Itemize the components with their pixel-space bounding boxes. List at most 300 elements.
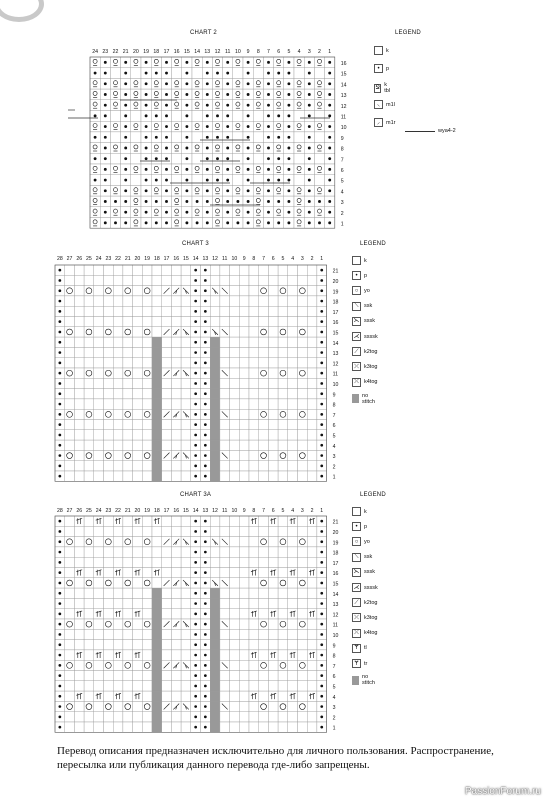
legend-item [352,613,377,622]
stitch-cell [113,557,123,567]
stitch-cell [123,547,133,557]
purl-icon [204,582,207,585]
column-number: 4 [291,256,295,262]
stitch-cell [133,537,143,547]
legend-label: yo [364,538,370,545]
k2tog-icon: ⟋ [352,347,361,356]
knit-tbl-icon: Ջ [375,85,380,91]
purl-icon [58,561,61,564]
stitch-cell [65,701,75,711]
no-stitch-cell [210,660,220,670]
row-number: 13 [332,602,339,609]
m1r-icon: ⸝ [374,118,383,127]
stitch-cell [113,701,123,711]
stitch-cell [74,629,84,639]
stitch-cell [298,547,308,557]
stitch-cell [123,681,133,691]
legend-label: p [364,272,368,279]
stitch-cell [288,701,298,711]
row-number: 6 [340,168,344,175]
stitch-cell [181,609,191,619]
purl-icon [204,612,207,615]
purl-icon [204,654,207,657]
ssk-icon: ⟍ [352,302,361,311]
stitch-cell [230,650,240,660]
column-number: 20 [134,508,141,514]
column-number: 12 [212,256,218,262]
column-number: 4 [297,49,301,55]
stitch-cell [307,568,317,578]
stitch-cell [171,722,181,732]
column-number: 15 [183,256,189,262]
stitch-cell [65,691,75,701]
stitch-cell [84,557,94,567]
ssssk-icon: ⋌ [353,584,360,591]
column-number: 28 [56,256,63,262]
stitch-cell [133,609,143,619]
stitch-cell [94,691,104,701]
no-stitch-cell [152,681,162,691]
purl-icon [194,520,197,523]
stitch-cell [249,619,259,629]
legend-item [352,553,372,562]
purl-icon [58,540,61,543]
legend-label: ssk [364,554,373,561]
stitch-cell [259,609,269,619]
stitch-cell [181,598,191,608]
stitch-cell [84,578,94,588]
row-number: 19 [332,540,339,547]
row-number: 4 [340,189,344,196]
stitch-cell [288,640,298,650]
stitch-cell [133,547,143,557]
stitch-cell [94,722,104,732]
stitch-cell [113,650,123,660]
stitch-cell [123,588,133,598]
purl-icon [58,571,61,574]
stitch-cell [220,557,230,567]
yarn-over-icon: ○ [352,537,361,546]
stitch-cell [65,578,75,588]
column-number: 1 [328,49,332,55]
stitch-cell [259,547,269,557]
stitch-cell [104,722,114,732]
column-number: 23 [105,256,112,262]
stitch-cell [259,619,269,629]
chart2-wrap-label: wya4-2 [438,128,456,134]
purl-icon [320,705,323,708]
stitch-cell [268,671,278,681]
purl-icon [58,623,61,626]
stitch-cell [307,722,317,732]
stitch-cell [288,660,298,670]
stitch-cell [123,722,133,732]
column-number: 19 [144,256,151,262]
row-number: 16 [332,571,339,578]
stitch-cell [230,701,240,711]
stitch-cell [142,681,152,691]
stitch-cell [162,526,172,536]
purl-icon [58,633,61,636]
stitch-cell [268,588,278,598]
stitch-cell [74,660,84,670]
stitch-cell [288,588,298,598]
stitch-cell [288,526,298,536]
stitch-cell [133,598,143,608]
no-stitch-cell [210,691,220,701]
stitch-cell [123,568,133,578]
stitch-cell [162,557,172,567]
stitch-cell [259,588,269,598]
no-stitch-cell [152,691,162,701]
legend-label: k2tog [364,599,378,606]
stitch-cell [288,557,298,567]
row-number: 14 [340,82,347,89]
stitch-cell [162,598,172,608]
stitch-cell [142,712,152,722]
row-number: 15 [332,581,339,588]
purl-icon [194,612,197,615]
row-number: 3 [332,454,336,461]
stitch-cell [162,516,172,526]
stitch-cell [220,609,230,619]
stitch-cell [74,691,84,701]
column-number: 20 [133,49,139,55]
stitch-cell [239,578,249,588]
stitch-cell [162,568,172,578]
column-number: 13 [202,256,209,262]
no-stitch-cell [152,640,162,650]
column-number: 1 [320,508,324,514]
column-number: 24 [95,256,102,262]
stitch-cell [84,671,94,681]
stitch-cell [113,588,123,598]
stitch-cell [210,547,220,557]
tl-icon: Ɏ [352,644,361,653]
stitch-cell [142,598,152,608]
stitch-cell [113,691,123,701]
no-stitch-cell [210,598,220,608]
stitch-cell [268,609,278,619]
stitch-cell [104,609,114,619]
legend-label: sssk [364,318,375,325]
column-number: 1 [320,256,324,262]
stitch-cell [230,526,240,536]
legend-label: p [364,523,368,530]
stitch-cell [152,547,162,557]
stitch-cell [298,619,308,629]
no-stitch-cell [152,712,162,722]
purl-icon [58,520,61,523]
stitch-cell [239,629,249,639]
stitch-cell [278,671,288,681]
stitch-cell [133,712,143,722]
column-number: 2 [310,256,314,262]
column-number: 18 [153,256,160,262]
legend-label: k2tog [364,348,378,355]
stitch-cell [288,650,298,660]
purl-icon: • [374,64,383,73]
stitch-cell [104,660,114,670]
stitch-cell [74,547,84,557]
legend-label: k [364,257,367,264]
stitch-cell [298,691,308,701]
purl-icon [58,612,61,615]
stitch-cell [104,557,114,567]
stitch-cell [162,609,172,619]
no-stitch-cell [152,588,162,598]
purl-icon [194,726,197,729]
purl-icon [320,571,323,574]
row-number: 10 [332,382,339,389]
column-number: 21 [124,508,131,514]
stitch-cell [249,722,259,732]
column-number: 13 [204,49,211,55]
stitch-cell [268,619,278,629]
row-number: 7 [340,157,344,164]
row-number: 4 [332,694,336,701]
purl-icon [58,530,61,533]
purl-icon [194,654,197,657]
legend-label: m1r [386,119,396,126]
stitch-cell [65,547,75,557]
stitch-cell [220,671,230,681]
stitch-cell [142,526,152,536]
purl-icon [58,582,61,585]
stitch-cell [298,722,308,732]
no-stitch-cell [210,681,220,691]
stitch-cell [123,526,133,536]
stitch-cell [230,537,240,547]
stitch-cell [239,722,249,732]
stitch-cell [123,557,133,567]
column-number: 23 [102,49,109,55]
stitch-cell [249,660,259,670]
chart2-legend-title: LEGEND [395,30,421,36]
stitch-cell [84,547,94,557]
stitch-cell [142,537,152,547]
column-number: 14 [192,508,199,514]
stitch-cell [268,691,278,701]
stitch-cell [123,598,133,608]
stitch-cell [162,671,172,681]
stitch-cell [259,557,269,567]
stitch-cell [249,712,259,722]
stitch-cell [268,640,278,650]
stitch-cell [288,712,298,722]
stitch-cell [288,516,298,526]
m1l-icon: ⸜ [374,100,383,109]
purl-icon [58,551,61,554]
stitch-cell [94,640,104,650]
row-number: 5 [332,684,336,691]
stitch-cell [239,671,249,681]
purl-icon [58,674,61,677]
legend-label: ssk [364,303,373,310]
column-number: 22 [115,256,121,262]
stitch-cell [249,681,259,691]
stitch-cell [171,681,181,691]
stitch-cell [288,609,298,619]
stitch-cell [249,537,259,547]
stitch-cell [113,681,123,691]
column-number: 4 [291,508,295,514]
stitch-cell [171,568,181,578]
stitch-cell [113,629,123,639]
stitch-cell [230,712,240,722]
row-number: 12 [340,103,347,110]
row-number: 5 [340,178,344,185]
column-number: 3 [300,508,304,514]
stitch-cell [249,588,259,598]
stitch-cell [94,547,104,557]
stitch-cell [307,660,317,670]
purl-icon [204,715,207,718]
no-stitch-cell [152,609,162,619]
purl-icon [194,685,197,688]
purl-icon [204,623,207,626]
stitch-cell [230,588,240,598]
purl-icon [194,530,197,533]
column-number: 9 [246,49,250,55]
column-number: 6 [271,256,275,262]
stitch-cell [220,722,230,732]
row-number: 11 [332,371,338,378]
stitch-cell [181,547,191,557]
k3tog-icon: ⤫ [352,362,361,371]
stitch-cell [259,568,269,578]
stitch-cell [65,712,75,722]
column-number: 16 [173,508,180,514]
stitch-cell [104,588,114,598]
stitch-cell [239,650,249,660]
ssk-icon: ⟍ [352,553,361,562]
stitch-cell [171,588,181,598]
stitch-cell [142,568,152,578]
stitch-cell [171,629,181,639]
legend-label: no stitch [362,674,375,687]
stitch-cell [249,526,259,536]
stitch-cell [123,629,133,639]
stitch-cell [239,537,249,547]
column-number: 17 [163,256,170,262]
stitch-cell [230,598,240,608]
stitch-cell [94,660,104,670]
no-stitch-cell [210,588,220,598]
purl-icon [320,582,323,585]
purl-icon: • [352,522,361,531]
stitch-cell [268,629,278,639]
stitch-cell [94,537,104,547]
chart2-title: CHART 2 [190,30,217,36]
stitch-cell [84,609,94,619]
row-number: 2 [332,715,336,722]
stitch-cell [142,516,152,526]
stitch-cell [113,640,123,650]
stitch-cell [259,701,269,711]
purl-icon [194,664,197,667]
stitch-cell [278,578,288,588]
stitch-cell [239,547,249,557]
stitch-cell [288,578,298,588]
legend-label: tl [364,645,367,652]
column-number: 12 [214,49,221,55]
purl-icon [194,715,197,718]
legend-item [352,522,367,531]
stitch-cell [307,526,317,536]
column-number: 2 [310,508,314,514]
stitch-cell [171,547,181,557]
ssssk-icon: ⋌ [353,333,360,340]
purl-icon [194,540,197,543]
column-number: 19 [144,508,151,514]
stitch-cell [298,588,308,598]
no-stitch-cell [152,722,162,732]
stitch-cell [84,588,94,598]
stitch-cell [84,598,94,608]
stitch-cell [113,722,123,732]
stitch-cell [84,701,94,711]
stitch-cell [181,691,191,701]
purl-icon [204,664,207,667]
column-number: 5 [281,508,285,514]
stitch-cell [133,660,143,670]
column-number: 18 [153,49,160,55]
stitch-cell [307,588,317,598]
stitch-cell [181,568,191,578]
knit-icon [352,507,361,516]
stitch-cell [259,671,269,681]
stitch-cell [133,557,143,567]
column-number: 11 [222,508,228,514]
tr-icon: Ɏ [352,659,361,668]
stitch-cell [268,701,278,711]
stitch-cell [307,598,317,608]
row-number: 3 [340,200,344,207]
stitch-cell [74,650,84,660]
purl-icon [194,695,197,698]
column-number: 3 [300,256,304,262]
stitch-cell [94,629,104,639]
stitch-cell [123,691,133,701]
stitch-cell [278,537,288,547]
stitch-cell [65,650,75,660]
stitch-cell [230,557,240,567]
column-number: 15 [183,508,189,514]
stitch-cell [74,671,84,681]
stitch-cell [123,537,133,547]
stitch-cell [94,609,104,619]
stitch-cell [278,557,288,567]
stitch-cell [104,547,114,557]
row-number: 1 [340,221,344,228]
stitch-cell [278,629,288,639]
stitch-cell [220,547,230,557]
stitch-cell [249,640,259,650]
stitch-cell [104,619,114,629]
stitch-cell [123,619,133,629]
stitch-cell [104,712,114,722]
stitch-cell [278,712,288,722]
stitch-cell [259,722,269,732]
purl-icon: • [352,271,361,280]
stitch-cell [239,701,249,711]
purl-icon [204,633,207,636]
stitch-cell [74,516,84,526]
stitch-cell [104,516,114,526]
column-number: 13 [202,508,209,514]
stitch-cell [133,691,143,701]
